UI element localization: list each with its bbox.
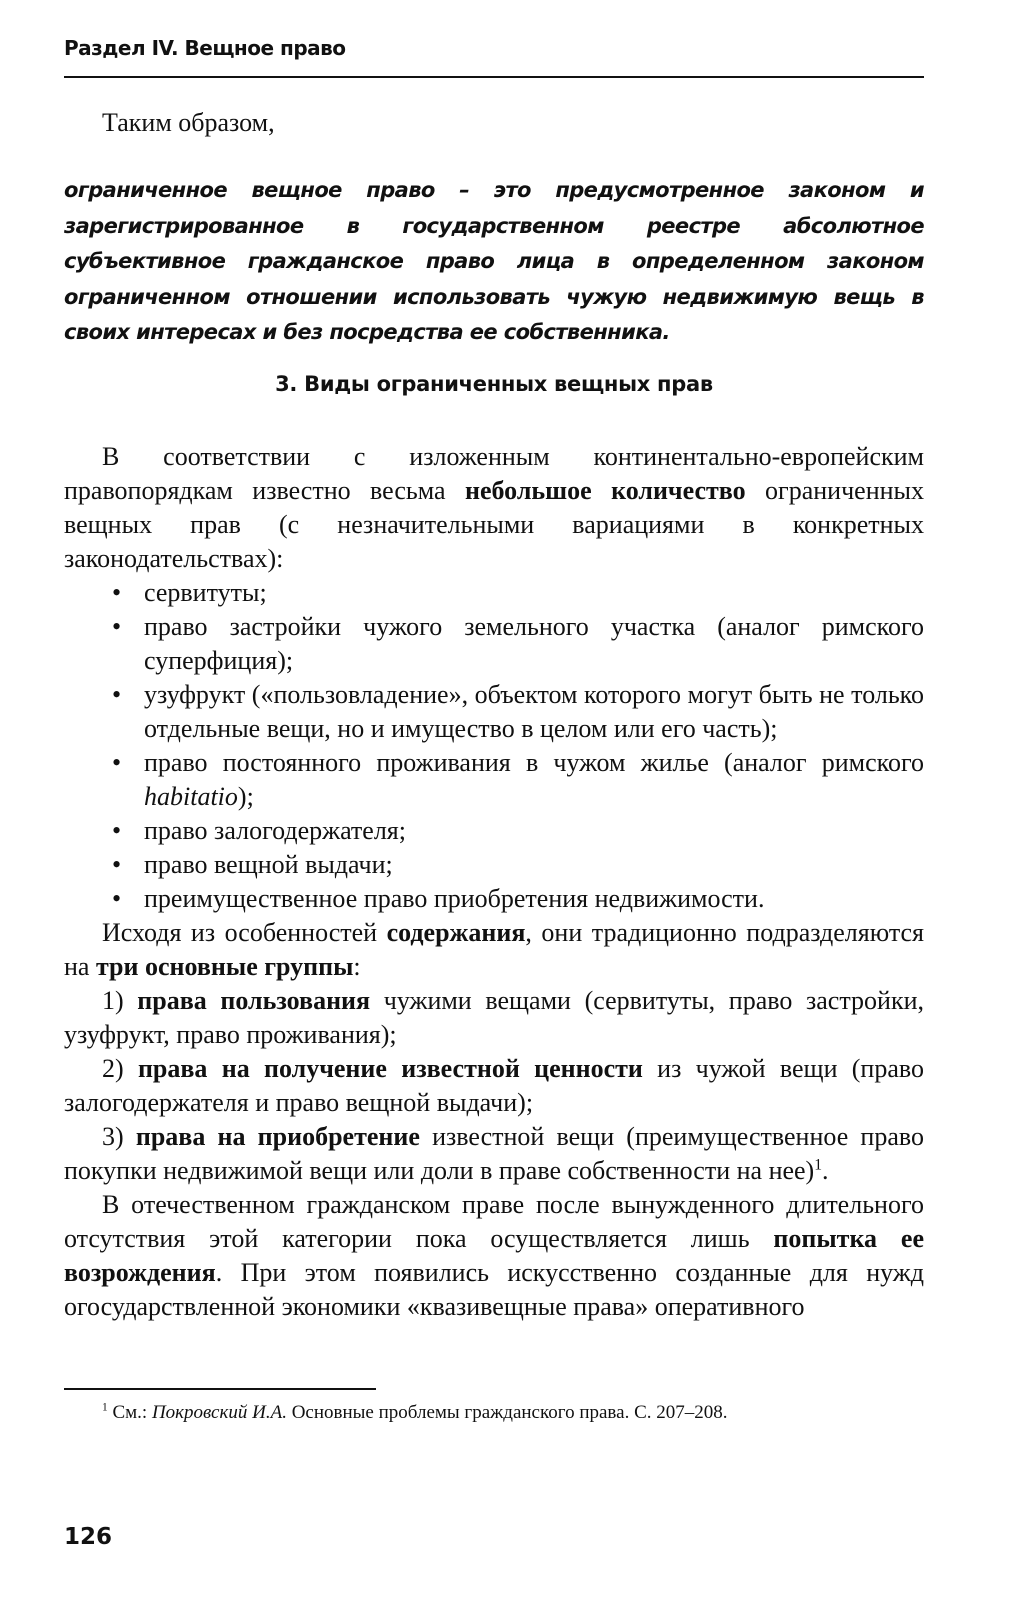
list-item: • сервитуты; [64, 576, 924, 610]
footnote [102, 1402, 728, 1424]
list-item: • право вещной выдачи; [64, 848, 924, 882]
text-span: чужими вещами (сервитуты, право застройки, узуфрукт, право проживания); [64, 986, 924, 1049]
list-item: • преимущественное право приобретения недвижимости. [64, 882, 924, 916]
text-span: ограниченных вещных прав (с незначительными вариациями в конкретных законодательствах): [64, 476, 924, 573]
emphasis-text: небольшое количество [464, 476, 746, 505]
latin-term: habitatio [144, 782, 238, 811]
emphasis-text: права на приобретение [135, 1122, 420, 1151]
header-rule [64, 76, 924, 78]
text-span: В соответствии с изложенным континентально-европейским правопорядкам известно весьма [64, 442, 924, 505]
paragraph-2 [64, 916, 924, 984]
text-span: из чужой вещи (право залогодержателя и право вещной выдачи); [64, 1054, 924, 1117]
emphasis-text: права на получение известной ценности [137, 1054, 643, 1083]
paragraph-1 [64, 440, 924, 576]
footnote-number: 1 [102, 1401, 108, 1414]
footnote-marker[interactable]: 1 [814, 1156, 823, 1174]
emphasis-text: права пользования [137, 986, 371, 1015]
group-2 [64, 1052, 924, 1120]
running-head: Раздел IV. Вещное право [64, 36, 346, 60]
text-span: , они традиционно подразделяются на [64, 918, 924, 981]
text-span: 2) [102, 1054, 138, 1083]
group-3 [64, 1120, 924, 1188]
text-span: право постоянного проживания в чужом жилье (аналог римского [144, 748, 924, 777]
text-span: См.: [107, 1402, 152, 1423]
author-name: Покровский И.А. [151, 1402, 287, 1423]
list-item: • право залогодержателя; [64, 814, 924, 848]
paragraph-3 [64, 1188, 924, 1324]
emphasis-text: три основные группы [95, 952, 354, 981]
group-1 [64, 984, 924, 1052]
list-item [64, 746, 924, 814]
text-span: ); [237, 782, 254, 811]
footnote-rule [64, 1388, 376, 1390]
emphasis-text: попытка ее возрождения [64, 1224, 924, 1287]
list-item: • узуфрукт («пользовладение», объектом которого могут быть не только отдельные вещи, но и имущество в целом или его часть); [64, 678, 924, 746]
text-span: Основные проблемы гражданского права. С. 207–208. [286, 1402, 728, 1423]
book-page [64, 0, 924, 1600]
text-span: Исходя из особенностей [102, 918, 387, 947]
text-span: 1) [102, 986, 138, 1015]
main-text [64, 440, 924, 1324]
section-heading: 3. Виды ограниченных вещных прав [275, 372, 713, 396]
rights-list [64, 576, 924, 916]
text-span: В отечественном гражданском праве после вынужденного длительного отсутствия этой категории пока осуществляется лишь [64, 1190, 924, 1253]
definition-text: ограниченное вещное право – это предусмотренное законом и зарегистрированное в государственном реестре абсолютное субъективное гражданское право лица в определенном законом ограниченном отношении использовать чужую недвижимую вещь в своих интересах и без посредства ее собственника. [64, 178, 924, 344]
emphasis-text: содержания [386, 918, 526, 947]
text-span: . При этом появились искусственно созданные для нужд огосударствленной экономики «квазивещные права» оперативного [64, 1258, 924, 1321]
intro-line: Таким образом, [102, 108, 275, 137]
text-span: : [353, 952, 361, 981]
page-number: 126 [64, 1524, 113, 1550]
text-span: известной вещи (преимущественное право покупки недвижимой вещи или доли в праве собственности на нее) [64, 1122, 924, 1185]
list-item: • право застройки чужого земельного участка (аналог римского суперфиция); [64, 610, 924, 678]
text-span: . [822, 1156, 829, 1185]
text-span: 3) [102, 1122, 136, 1151]
